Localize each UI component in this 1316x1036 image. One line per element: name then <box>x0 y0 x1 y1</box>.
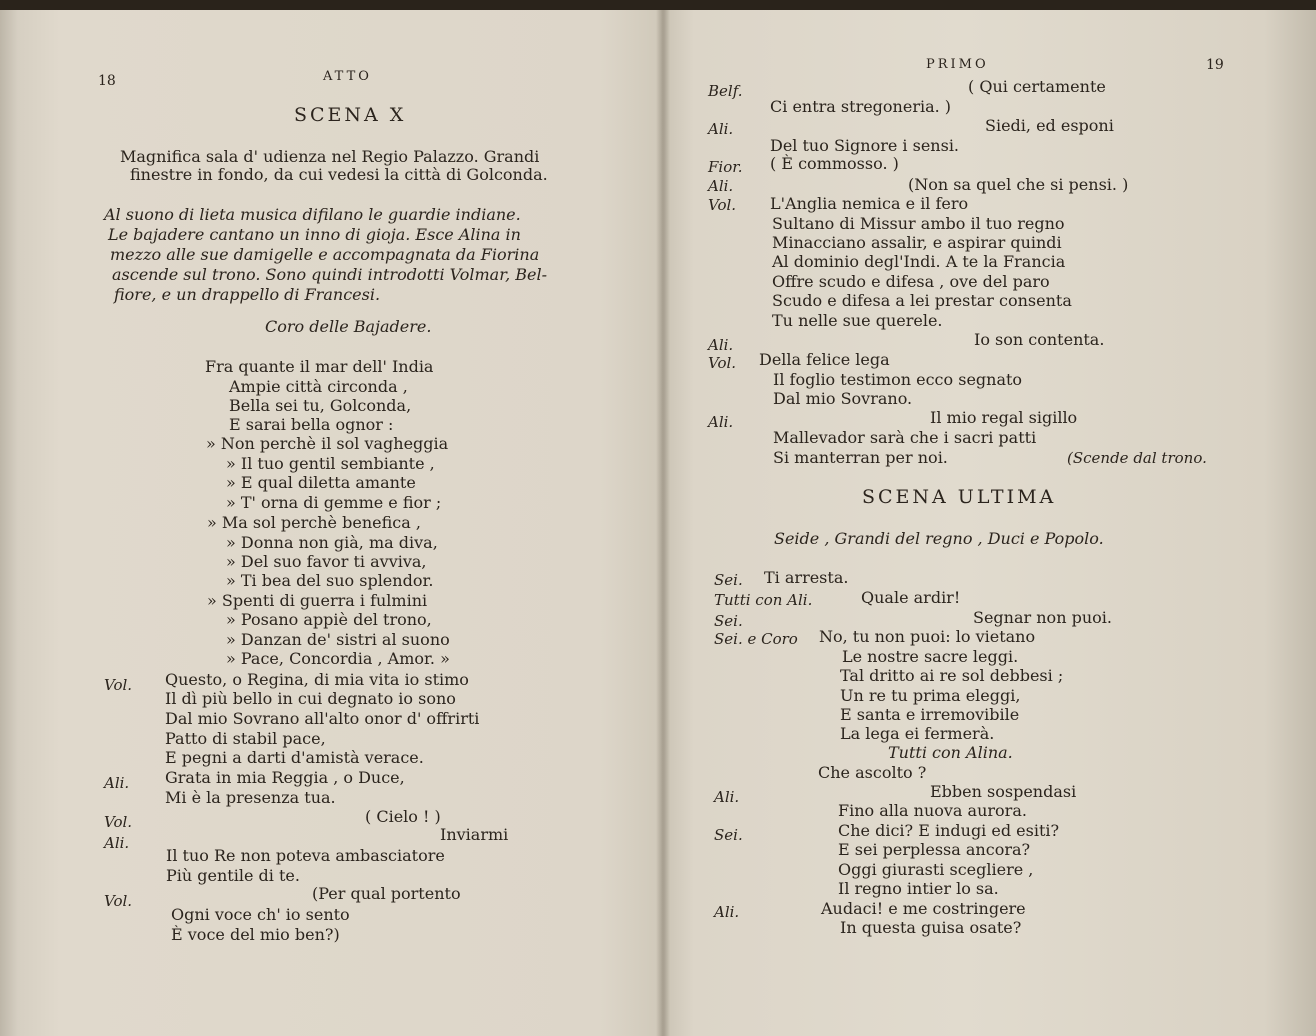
speaker-label: Ali. <box>714 788 740 806</box>
dialogue-line: Il tuo Re non poteva ambasciatore <box>166 846 445 865</box>
setting-line: finestre in fondo, da cui vedesi la città di Golconda. <box>130 165 548 184</box>
dialogue-line: Audaci! e me costringere <box>821 899 1026 918</box>
speaker-label: Ali. <box>714 903 740 921</box>
chorus-line: » Ti bea del suo splendor. <box>226 571 434 590</box>
dialogue-line: Scudo e difesa a lei prestar consenta <box>772 291 1072 310</box>
speaker-label: Vol. <box>708 196 737 214</box>
dialogue-line: Oggi giurasti scegliere , <box>838 860 1034 879</box>
stage-direction-line: Le bajadere cantano un inno di gioja. Esce Alina in <box>108 225 521 244</box>
page-number-left: 18 <box>98 73 116 89</box>
dialogue-line: Minacciano assalir, e aspirar quindi <box>772 233 1062 252</box>
dialogue-line: Mi è la presenza tua. <box>165 788 336 807</box>
stage-direction: Tutti con Alina. <box>888 743 1013 762</box>
dialogue-line: Tu nelle sue querele. <box>772 311 943 330</box>
running-head-left: ATTO <box>323 69 372 84</box>
speaker-label: Ali. <box>708 120 734 138</box>
speaker-label: Vol. <box>104 813 133 831</box>
chorus-line: » Ma sol perchè benefica , <box>207 513 421 532</box>
dialogue-line: Siedi, ed esponi <box>985 116 1114 135</box>
page-top-edge <box>0 0 1316 10</box>
chorus-line: » Donna non già, ma diva, <box>226 533 438 552</box>
chorus-line: » E qual diletta amante <box>226 473 416 492</box>
chorus-line: » Il tuo gentil sembiante , <box>226 454 435 473</box>
stage-direction-line: mezzo alle sue damigelle e accompagnata da Fiorina <box>110 245 540 264</box>
dialogue-line: Ti arresta. <box>764 568 849 587</box>
dialogue-line: ( È commosso. ) <box>770 154 899 173</box>
chorus-line: » Posano appiè del trono, <box>226 610 432 629</box>
chorus-line: E sarai bella ognor : <box>229 415 394 434</box>
speaker-label: Ali. <box>708 336 734 354</box>
dialogue-line: Della felice lega <box>759 350 890 369</box>
dialogue-line: (Per qual portento <box>312 884 461 903</box>
dialogue-line: Al dominio degl'Indi. A te la Francia <box>772 252 1066 271</box>
dialogue-line: Inviarmi <box>440 825 509 844</box>
dialogue-line: Quale ardir! <box>861 588 961 607</box>
dialogue-line: Che dici? E indugi ed esiti? <box>838 821 1060 840</box>
speaker-label: Ali. <box>708 413 734 431</box>
dialogue-line: ( Cielo ! ) <box>365 807 441 826</box>
speaker-label: Ali. <box>104 834 130 852</box>
speaker-label: Sei. <box>714 612 743 630</box>
chorus-heading: Coro delle Bajadere. <box>265 317 432 336</box>
dialogue-line: Che ascolto ? <box>818 763 927 782</box>
dialogue-line: Il regno intier lo sa. <box>838 879 999 898</box>
speaker-label: Sei. e Coro <box>714 630 798 648</box>
chorus-line: Fra quante il mar dell' India <box>205 357 434 376</box>
right-page <box>664 0 1316 1036</box>
dialogue-line: Questo, o Regina, di mia vita io stimo <box>165 670 469 689</box>
speaker-label: Vol. <box>104 892 133 910</box>
book-gutter <box>656 0 670 1036</box>
scene-title-ultima: SCENA ULTIMA <box>862 486 1057 508</box>
dialogue-line: Dal mio Sovrano. <box>773 389 913 408</box>
dialogue-line: Fino alla nuova aurora. <box>838 801 1027 820</box>
dialogue-line: Offre scudo e difesa , ove del paro <box>772 272 1050 291</box>
dialogue-line: Mallevador sarà che i sacri patti <box>773 428 1037 447</box>
dialogue-line: Ogni voce ch' io sento <box>171 905 350 924</box>
dialogue-line: Ebben sospendasi <box>930 782 1077 801</box>
dialogue-line: Segnar non puoi. <box>973 608 1112 627</box>
chorus-line: » Pace, Concordia , Amor. » <box>226 649 450 668</box>
dialogue-line: No, tu non puoi: lo vietano <box>819 627 1036 646</box>
dialogue-line: Il foglio testimon ecco segnato <box>773 370 1023 389</box>
speaker-label: Belf. <box>708 82 743 100</box>
stage-direction: (Scende dal trono. <box>1067 449 1207 467</box>
dialogue-line: Tal dritto ai re sol debbesi ; <box>840 666 1064 685</box>
dialogue-line: (Non sa quel che si pensi. ) <box>908 175 1129 194</box>
speaker-label: Vol. <box>104 676 133 694</box>
dialogue-line: Un re tu prima eleggi, <box>840 686 1021 705</box>
speaker-label: Vol. <box>708 354 737 372</box>
running-head-right: PRIMO <box>926 57 989 72</box>
chorus-line: » T' orna di gemme e fior ; <box>226 493 442 512</box>
dialogue-line: È voce del mio ben?) <box>171 925 340 944</box>
speaker-label: Ali. <box>708 177 734 195</box>
dialogue-line: La lega ei fermerà. <box>840 724 995 743</box>
dialogue-line: Si manterran per noi. <box>773 448 948 467</box>
speaker-label: Ali. <box>104 774 130 792</box>
dialogue-line: Io son contenta. <box>974 330 1105 349</box>
speaker-label: Fior. <box>708 158 743 176</box>
chorus-line: » Del suo favor ti avviva, <box>226 552 427 571</box>
dialogue-line: L'Anglia nemica e il fero <box>770 194 969 213</box>
dialogue-line: Ci entra stregoneria. ) <box>770 97 952 116</box>
chorus-line: Ampie città circonda , <box>229 377 408 396</box>
chorus-line: » Spenti di guerra i fulmini <box>207 591 428 610</box>
speaker-label: Tutti con Ali. <box>714 591 813 609</box>
dialogue-line: Dal mio Sovrano all'alto onor d' offrirti <box>165 709 480 728</box>
dialogue-line: Le nostre sacre leggi. <box>842 647 1019 666</box>
dialogue-line: Del tuo Signore i sensi. <box>770 136 960 155</box>
dialogue-line: Il mio regal sigillo <box>930 408 1078 427</box>
page-number-right: 19 <box>1206 57 1224 73</box>
dialogue-line: Sultano di Missur ambo il tuo regno <box>772 214 1065 233</box>
dialogue-line: E santa e irremovibile <box>840 705 1020 724</box>
dialogue-line: E pegni a darti d'amistà verace. <box>165 748 424 767</box>
scene-title-x: SCENA X <box>294 104 407 126</box>
chorus-line: Bella sei tu, Golconda, <box>229 396 412 415</box>
dialogue-line: In questa guisa osate? <box>840 918 1022 937</box>
chorus-line: » Danzan de' sistri al suono <box>226 630 450 649</box>
dialogue-line: Grata in mia Reggia , o Duce, <box>165 768 405 787</box>
cast-line: Seide , Grandi del regno , Duci e Popolo. <box>774 529 1104 548</box>
speaker-label: Sei. <box>714 826 743 844</box>
dialogue-line: Il dì più bello in cui degnato io sono <box>165 689 456 708</box>
dialogue-line: Più gentile di te. <box>166 866 300 885</box>
stage-direction-line: fiore, e un drappello di Francesi. <box>114 285 381 304</box>
dialogue-line: ( Qui certamente <box>968 77 1106 96</box>
stage-direction-line: Al suono di lieta musica difilano le guardie indiane. <box>104 205 521 224</box>
stage-direction-line: ascende sul trono. Sono quindi introdotti Volmar, Bel- <box>112 265 547 284</box>
dialogue-line: Patto di stabil pace, <box>165 729 326 748</box>
chorus-line: » Non perchè il sol vagheggia <box>206 434 449 453</box>
setting-line: Magnifica sala d' udienza nel Regio Palazzo. Grandi <box>120 147 540 166</box>
speaker-label: Sei. <box>714 571 743 589</box>
dialogue-line: E sei perplessa ancora? <box>838 840 1031 859</box>
